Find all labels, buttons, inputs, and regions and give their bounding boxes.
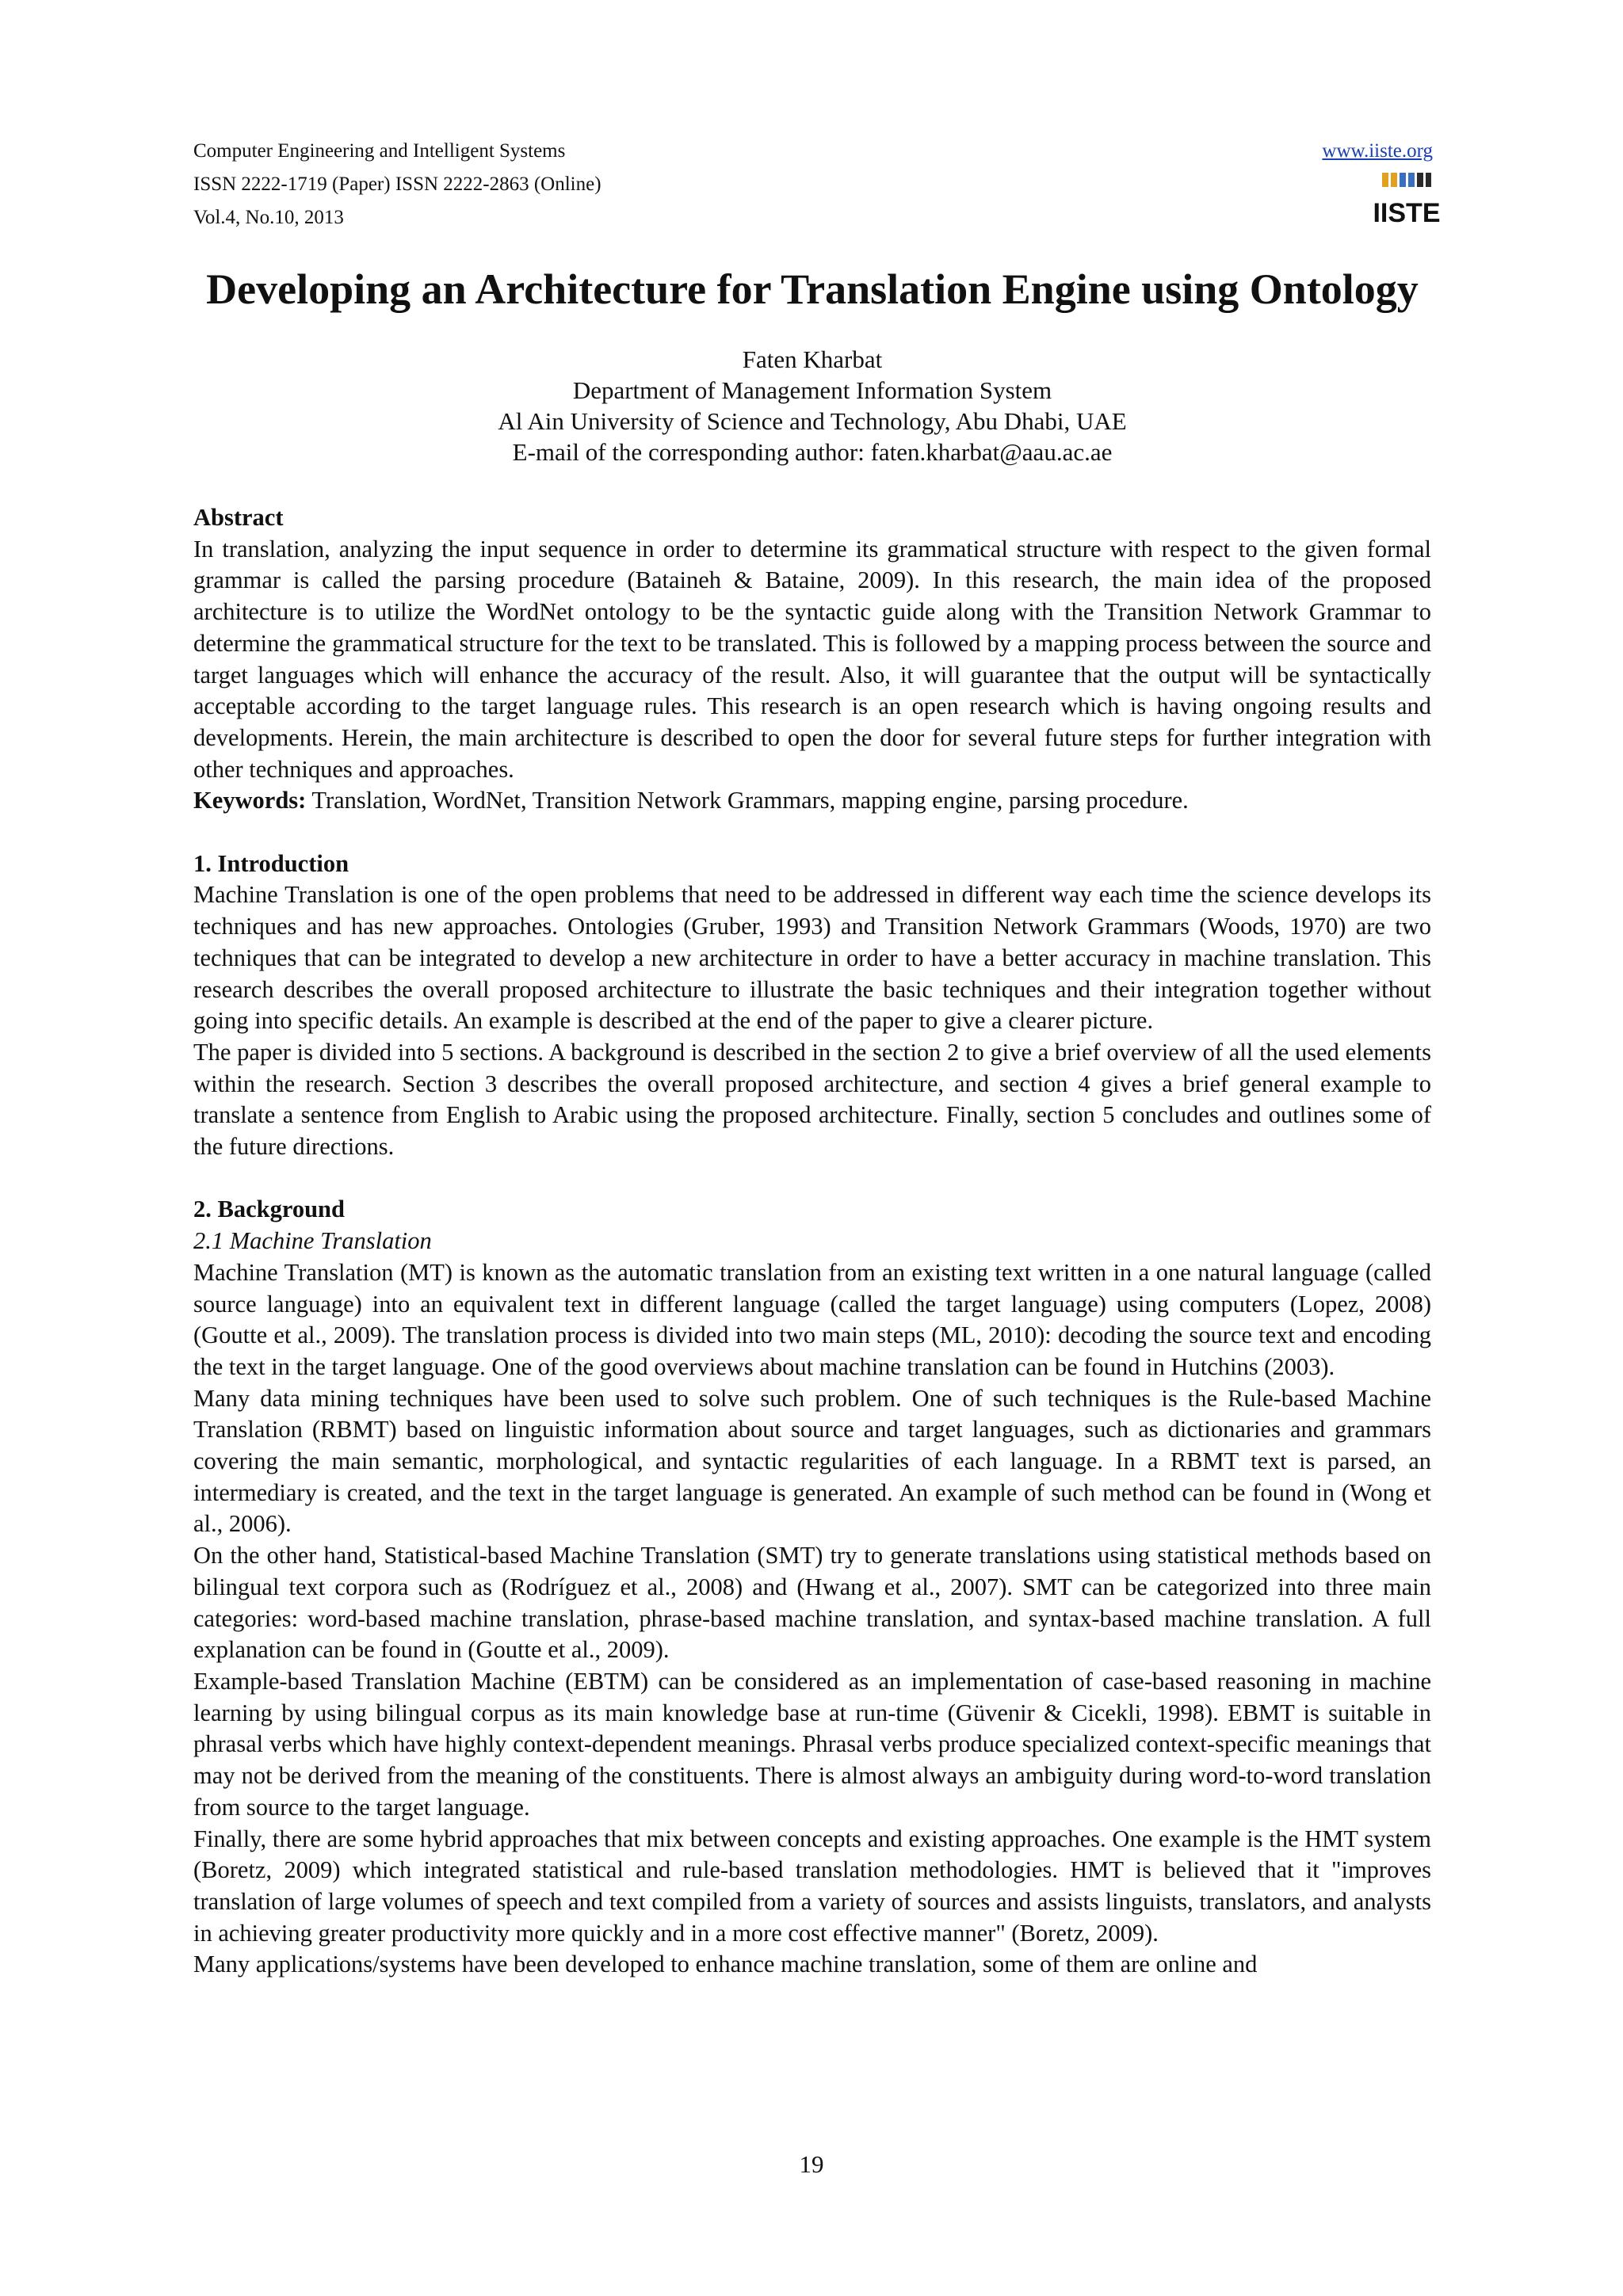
author-department: Department of Management Information System <box>572 376 1052 404</box>
page-number: 19 <box>799 2150 824 2178</box>
abstract-text: In translation, analyzing the input sequence in order to determine its grammatical structure with respect to the given formal grammar is called the parsing procedure (Bataineh & Bataine, 2009). In this research, the main idea of the proposed architecture is to utilize the WordNet ontology to be the syntactic guide along with the Transition Network Grammar to determine the grammatical structure for the text to be translated. This is followed by a mapping process between the source and target languages which will enhance the accuracy of the result. Also, it will guarantee that the output will be syntactically acceptable according to the target language rules. This research is an open research which is having ongoing results and developments. Herein, the main architecture is described to open the door for several future steps for further integration with other techniques and approaches. <box>193 535 1431 783</box>
background-heading: 2. Background <box>193 1196 345 1223</box>
introduction-heading: 1. Introduction <box>193 849 349 877</box>
website-link[interactable]: www.iiste.org <box>1322 140 1433 162</box>
journal-header <box>193 135 986 235</box>
section-gap <box>193 1163 1431 1195</box>
paragraph: Example-based Translation Machine (EBTM) can be considered as an implementation of case-based reasoning in machine learning by using bilingual corpus as its main knowledge base at run-time (Güvenir & Cicekli, 1998). EBMT is suitable in phrasal verbs which have highly context-dependent meanings. Phrasal verbs produce specialized context-specific meanings that may not be derived from the meaning of the constituents. There is almost always an ambiguity during word-to-word translation from source to the target language. <box>193 1667 1431 1821</box>
body-text <box>193 502 1431 1981</box>
section-gap <box>193 817 1431 849</box>
header-right <box>1322 135 1433 168</box>
abstract-heading: Abstract <box>193 504 284 531</box>
author-institution: Al Ain University of Science and Technology, Abu Dhabi, UAE <box>498 407 1127 435</box>
paper-title: Developing an Architecture for Translation Engine using Ontology <box>206 265 1419 313</box>
machine-translation-subheading: 2.1 Machine Translation <box>193 1227 432 1255</box>
journal-name: Computer Engineering and Intelligent Systems <box>193 140 566 162</box>
issn-line: ISSN 2222-1719 (Paper) ISSN 2222-2863 (Online) <box>193 174 601 195</box>
paragraph: On the other hand, Statistical-based Machine Translation (SMT) try to generate translations using statistical methods based on bilingual text corpora such as (Rodríguez et al., 2008) and (Hwang et al., 2007). SMT can be categorized into three main categories: word-based machine translation, phrase-based machine translation, and syntax-based machine translation. A full explanation can be found in (Goutte et al., 2009). <box>193 1542 1431 1664</box>
author-block <box>193 344 1431 467</box>
author-email: E-mail of the corresponding author: faten.kharbat@aau.ac.ae <box>512 438 1113 466</box>
paragraph: Many applications/systems have been developed to enhance machine translation, some of them are online and <box>193 1951 1258 1978</box>
keywords-line <box>193 785 1431 817</box>
paragraph: The paper is divided into 5 sections. A background is described in the section 2 to give a brief overview of all the used elements within the research. Section 3 describes the overall proposed architecture, and section 4 gives a brief general example to translate a sentence from English to Arabic using the proposed architecture. Finally, section 5 concludes and outlines some of the future directions. <box>193 1038 1431 1161</box>
paragraph: Machine Translation (MT) is known as the automatic translation from an existing text written in a one natural language (called source language) into an equivalent text in different language (called the target language) using computers (Lopez, 2008)(Goutte et al., 2009). The translation process is divided into two main steps (ML, 2010): decoding the source text and encoding the text in the target language. One of the good overviews about machine translation can be found in Hutchins (2003). <box>193 1258 1431 1380</box>
volume-line: Vol.4, No.10, 2013 <box>193 207 344 228</box>
paragraph: Finally, there are some hybrid approaches that mix between concepts and existing approaches. One example is the HMT system (Boretz, 2009) which integrated statistical and rule-based translation methodologies. HMT is believed that it "improves translation of large volumes of speech and text compiled from a variety of sources and assists linguists, translators, and analysts in achieving greater productivity more quickly and in a more cost effective manner" (Boretz, 2009). <box>193 1825 1431 1947</box>
iiste-logo <box>1373 170 1441 228</box>
logo-text: IISTE <box>1373 198 1441 228</box>
paragraph: Machine Translation is one of the open problems that need to be addressed in different way each time the science develops its techniques and has new approaches. Ontologies (Gruber, 1993) and Transition Network Grammars (Woods, 1970) are two techniques that can be integrated to develop a new architecture in order to have a better accuracy in machine translation. This research describes the overall proposed architecture to illustrate the basic techniques and their integration together without going into specific details. An example is described at the end of the paper to give a clearer picture. <box>193 881 1431 1035</box>
author-name: Faten Kharbat <box>742 345 883 373</box>
keywords-text: Translation, WordNet, Transition Network Grammars, mapping engine, parsing procedure. <box>306 787 1189 814</box>
keywords-label: Keywords: <box>193 787 307 814</box>
paragraph: Many data mining techniques have been used to solve such problem. One of such techniques is the Rule-based Machine Translation (RBMT) based on linguistic information about source and target languages, such as dictionaries and grammars covering the main semantic, morphological, and syntactic regularities of each language. In a RBMT text is parsed, an intermediary is created, and the text in the target language is generated. An example of such method can be found in (Wong et al., 2006). <box>193 1384 1431 1538</box>
